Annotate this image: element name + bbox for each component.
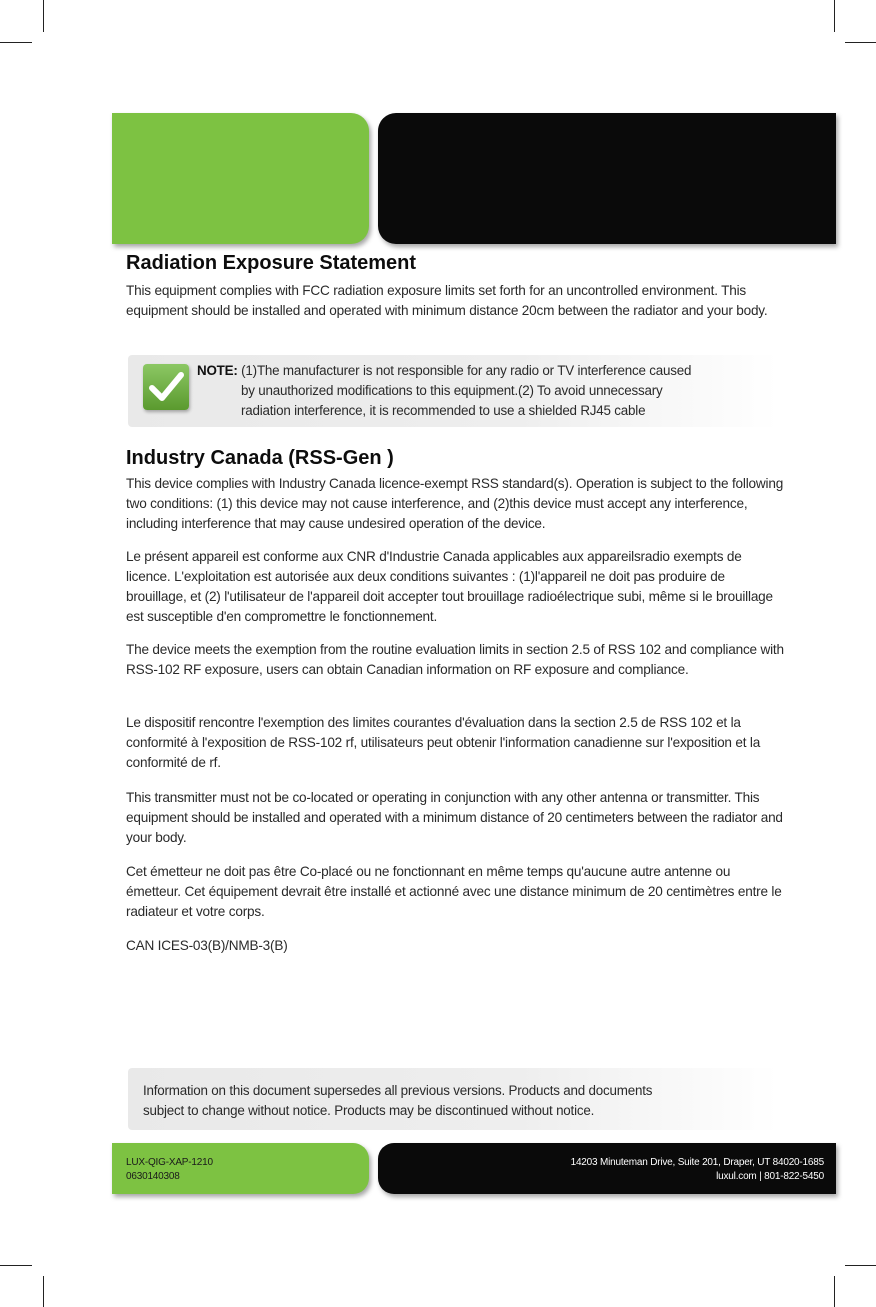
crop-mark — [845, 42, 876, 43]
ices-compliance: CAN ICES-03(B)/NMB-3(B) — [126, 938, 288, 953]
note-label: NOTE: — [197, 363, 238, 378]
footer-green-bar — [112, 1143, 369, 1194]
checkmark-icon — [143, 364, 189, 410]
info-text — [143, 1081, 763, 1121]
doc-number: 0630140308 — [126, 1171, 180, 1182]
crop-mark — [845, 1265, 876, 1266]
crop-mark — [43, 0, 44, 32]
crop-mark — [0, 1265, 32, 1266]
footer-contact: luxul.com | 801-822-5450 — [716, 1171, 824, 1182]
crop-mark — [834, 1276, 835, 1307]
canada-heading: Industry Canada (RSS-Gen ) — [126, 447, 394, 469]
radiation-heading: Radiation Exposure Statement — [126, 252, 417, 274]
canada-paragraph-6: Cet émetteur ne doit pas être Co-placé ou ne fonctionnant en même temps qu'aucune autre antenne ou émetteur. Cet équipement devrait être installé et actionné avec une distance minimum de 20 centimètres entre le radiateur et votre corps. — [126, 864, 782, 919]
canada-paragraph-3: The device meets the exemption from the routine evaluation limits in section 2.5 of RSS 102 and compliance with RSS-102 RF exposure, users can obtain Canadian information on RF exposure and compliance. — [126, 642, 784, 677]
header-black-bar — [378, 113, 836, 244]
info-line-2: subject to change without notice. Products may be discontinued without notice. — [143, 1103, 595, 1118]
canada-paragraph-2: Le présent appareil est conforme aux CNR d'Industrie Canada applicables aux appareilsradio exempts de licence. L'exploitation est autorisée aux deux conditions suivantes : (1)l'appareil ne doit pas produire de brouillage, et (2) l'utilisateur de l'appareil doit accepter tout brouillage radioélectrique subi, même si le brouillage est susceptible d'en compromettre le fonctionnement. — [126, 549, 773, 624]
note-line-1: (1)The manufacturer is not responsible for any radio or TV interference caused — [237, 363, 692, 378]
footer-address: 14203 Minuteman Drive, Suite 201, Draper, UT 84020-1685 — [570, 1157, 824, 1168]
canada-paragraph-5: This transmitter must not be co-located or operating in conjunction with any other antenna or transmitter. This equipment should be installed and operated with a minimum distance of 20 centimeters between the radiator and your body. — [126, 790, 783, 845]
crop-mark — [834, 0, 835, 32]
canada-paragraph-4: Le dispositif rencontre l'exemption des limites courantes d'évaluation dans la section 2.5 de RSS 102 et la conformité à l'exposition de RSS-102 rf, utilisateurs peut obtenir l'information canadienne sur l'exposition et la conformité de rf. — [126, 715, 761, 770]
header-green-bar — [112, 113, 369, 244]
doc-code: LUX-QIG-XAP-1210 — [126, 1157, 213, 1168]
crop-mark — [0, 42, 32, 43]
note-line-3: radiation interference, it is recommended to use a shielded RJ45 cable — [241, 403, 646, 418]
canada-paragraph-1: This device complies with Industry Canada licence-exempt RSS standard(s). Operation is subject to the following two conditions: (1) this device may not cause interference, and (2)this device must accept any interference, including interference that may cause undesired operation of the device. — [126, 476, 784, 531]
note-line-2: by unauthorized modifications to this equipment.(2) To avoid unnecessary — [241, 383, 663, 398]
footer-black-bar — [378, 1143, 836, 1194]
crop-mark — [43, 1276, 44, 1307]
radiation-paragraph: This equipment complies with FCC radiation exposure limits set forth for an uncontrolled environment. This equipment should be installed and operated with minimum distance 20cm between the radiator and your body. — [126, 283, 768, 318]
info-line-1: Information on this document supersedes all previous versions. Products and documents — [143, 1083, 653, 1098]
note-text — [197, 361, 757, 421]
